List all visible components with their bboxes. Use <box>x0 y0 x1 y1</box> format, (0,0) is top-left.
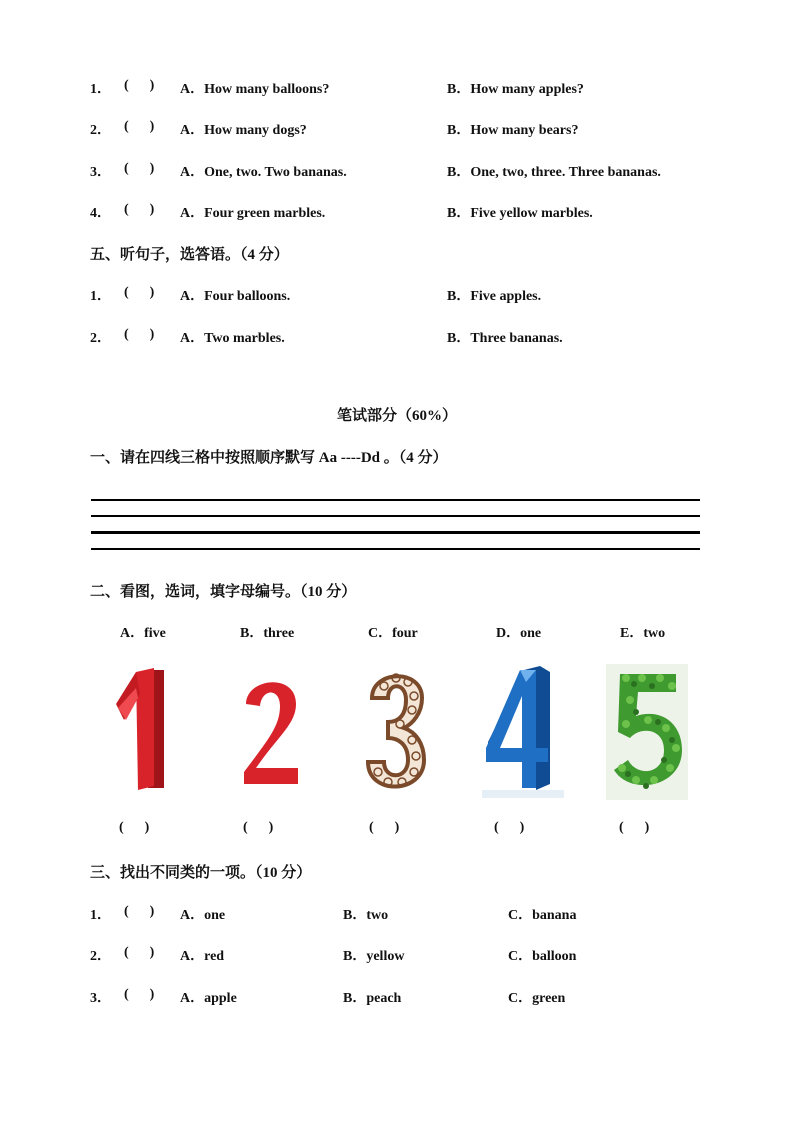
option-a: A．Two marbles. <box>180 331 285 346</box>
leafy-green-number-five-icon <box>606 664 688 800</box>
question-number: 1． <box>90 289 111 304</box>
option-a: A．How many dogs? <box>180 123 307 138</box>
question-number: 1． <box>90 908 111 923</box>
question-row <box>0 202 794 222</box>
option-b: B．peach <box>343 991 402 1006</box>
question-row <box>0 945 794 965</box>
question-number: 3． <box>90 165 111 180</box>
answer-blank[interactable]: ( ) <box>369 820 400 835</box>
word-option: D．one <box>496 626 542 641</box>
red-3d-number-one-icon <box>110 664 174 794</box>
section-heading: 一、请在四线三格中按照顺序默写 Aa ----Dd 。（4 分） <box>90 450 448 466</box>
option-b: B．Five yellow marbles. <box>447 206 593 221</box>
question-row <box>0 161 794 181</box>
grid-line <box>91 499 700 501</box>
word-option: E．two <box>620 626 666 641</box>
option-b: B．yellow <box>343 949 405 964</box>
answer-blank[interactable]: ( ) <box>619 820 650 835</box>
question-row <box>0 987 794 1007</box>
question-number: 1． <box>90 82 111 97</box>
section-heading: 五、听句子，选答语。（4 分） <box>90 247 289 263</box>
word-option: B．three <box>240 626 295 641</box>
option-b: B．How many apples? <box>447 82 584 97</box>
answer-blank[interactable]: ( ) <box>124 119 155 134</box>
answer-blank[interactable]: ( ) <box>494 820 525 835</box>
answer-blank[interactable]: ( ) <box>243 820 274 835</box>
option-b: B．Three bananas. <box>447 331 563 346</box>
option-b: B．two <box>343 908 389 923</box>
option-b: B．Five apples. <box>447 289 542 304</box>
option-a: A．Four green marbles. <box>180 206 326 221</box>
question-number: 2． <box>90 949 111 964</box>
red-number-two-icon <box>238 670 304 790</box>
ornate-number-three-icon <box>364 668 428 794</box>
word-option: A．five <box>120 626 166 641</box>
section-heading: 三、找出不同类的一项。（10 分） <box>90 865 312 881</box>
question-row <box>0 78 794 98</box>
option-c: C．green <box>508 991 566 1006</box>
blue-3d-number-four-icon <box>482 664 564 798</box>
grid-line-baseline <box>91 531 700 534</box>
option-a: A．How many balloons? <box>180 82 330 97</box>
option-a: A．One, two. Two bananas. <box>180 165 347 180</box>
answer-blank[interactable]: ( ) <box>124 202 155 217</box>
question-number: 3． <box>90 991 111 1006</box>
answer-blank[interactable]: ( ) <box>124 161 155 176</box>
answer-blank[interactable]: ( ) <box>124 327 155 342</box>
written-part-title: 笔试部分（60%） <box>336 408 457 424</box>
answer-blank[interactable]: ( ) <box>124 904 155 919</box>
option-b: B．One, two, three. Three bananas. <box>447 165 661 180</box>
question-row <box>0 119 794 139</box>
option-b: B．How many bears? <box>447 123 579 138</box>
question-row <box>0 285 794 305</box>
option-c: C．balloon <box>508 949 577 964</box>
option-a: A．one <box>180 908 226 923</box>
answer-blank[interactable]: ( ) <box>119 820 150 835</box>
question-number: 2． <box>90 331 111 346</box>
question-number: 2． <box>90 123 111 138</box>
four-line-grid[interactable] <box>91 498 700 552</box>
question-number: 4． <box>90 206 111 221</box>
answer-blank[interactable]: ( ) <box>124 987 155 1002</box>
answer-blank[interactable]: ( ) <box>124 78 155 93</box>
option-c: C．banana <box>508 908 577 923</box>
option-a: A．Four balloons. <box>180 289 291 304</box>
word-option: C．four <box>368 626 418 641</box>
grid-line <box>91 548 700 550</box>
grid-line <box>91 515 700 517</box>
section-heading: 二、看图，选词，填字母编号。（10 分） <box>90 584 357 600</box>
question-row <box>0 327 794 347</box>
option-a: A．apple <box>180 991 237 1006</box>
option-a: A．red <box>180 949 225 964</box>
question-row <box>0 904 794 924</box>
answer-blank[interactable]: ( ) <box>124 945 155 960</box>
answer-blank[interactable]: ( ) <box>124 285 155 300</box>
